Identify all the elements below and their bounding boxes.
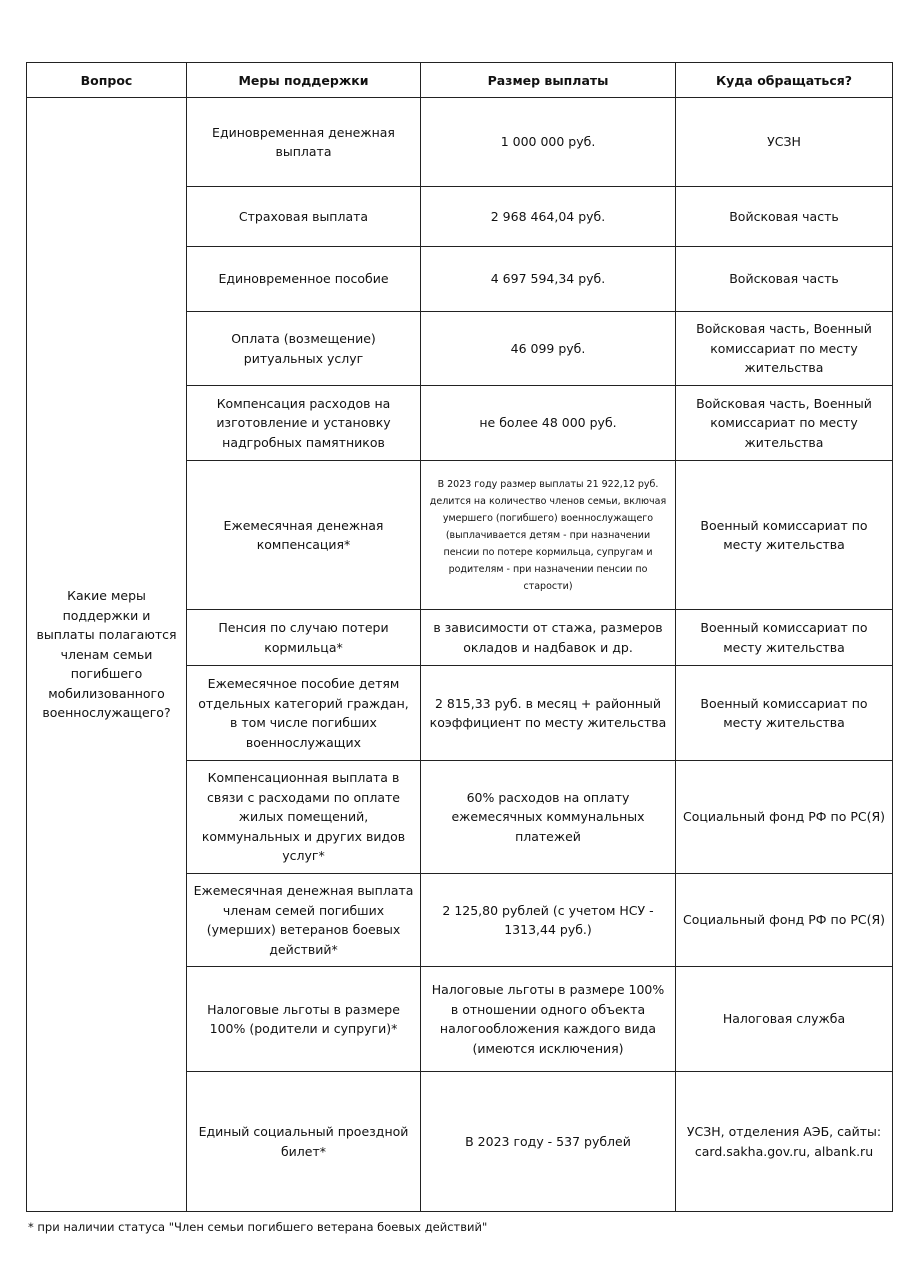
amount-cell: 2 815,33 руб. в месяц + районный коэффициент по месту жительства — [421, 666, 676, 761]
amount-cell: 2 125,80 рублей (с учетом НСУ - 1313,44 руб.) — [421, 874, 676, 967]
header-where: Куда обращаться? — [676, 63, 893, 98]
where-cell: Налоговая служба — [676, 967, 893, 1072]
footnote: * при наличии статуса "Член семьи погибшего ветерана боевых действий" — [28, 1220, 488, 1234]
measure-cell: Оплата (возмещение) ритуальных услуг — [187, 312, 421, 386]
amount-note: В 2023 году размер выплаты 21 922,12 руб. делится на количество членов семьи, включая умершего (погибшего) военнослужащего (выплачивается детям - при назначении пенсии по потере кормильца, супругам и родителям - при назначении пенсии по старости) — [429, 478, 667, 592]
question-cell: Какие меры поддержки и выплаты полагаются членам семьи погибшего мобилизованного военнослужащего? — [27, 98, 187, 1212]
measure-cell: Пенсия по случаю потери кормильца* — [187, 610, 421, 666]
where-cell: Войсковая часть, Военный комиссариат по месту жительства — [676, 386, 893, 461]
amount-cell: 4 697 594,34 руб. — [421, 247, 676, 312]
amount-cell: Налоговые льготы в размере 100% в отношении одного объекта налогообложения каждого вида (имеются исключения) — [421, 967, 676, 1072]
support-measures-table — [26, 62, 893, 1212]
amount-cell: в зависимости от стажа, размеров окладов и надбавок и др. — [421, 610, 676, 666]
where-cell: Войсковая часть, Военный комиссариат по месту жительства — [676, 312, 893, 386]
where-cell: УСЗН — [676, 98, 893, 187]
table-header-row — [27, 63, 893, 98]
amount-cell: 46 099 руб. — [421, 312, 676, 386]
amount-cell — [421, 461, 676, 610]
measure-cell: Единовременная денежная выплата — [187, 98, 421, 187]
measure-cell: Единовременное пособие — [187, 247, 421, 312]
measure-cell: Компенсация расходов на изготовление и установку надгробных памятников — [187, 386, 421, 461]
where-cell: Социальный фонд РФ по РС(Я) — [676, 761, 893, 874]
measure-cell: Налоговые льготы в размере 100% (родители и супруги)* — [187, 967, 421, 1072]
where-cell: Войсковая часть — [676, 187, 893, 247]
measure-cell: Ежемесячная денежная компенсация* — [187, 461, 421, 610]
measure-cell: Страховая выплата — [187, 187, 421, 247]
measure-cell: Компенсационная выплата в связи с расходами по оплате жилых помещений, коммунальных и других видов услуг* — [187, 761, 421, 874]
amount-cell: 2 968 464,04 руб. — [421, 187, 676, 247]
measure-cell: Ежемесячное пособие детям отдельных категорий граждан, в том числе погибших военнослужащих — [187, 666, 421, 761]
measure-cell: Единый социальный проездной билет* — [187, 1072, 421, 1212]
amount-cell: не более 48 000 руб. — [421, 386, 676, 461]
where-cell: Военный комиссариат по месту жительства — [676, 610, 893, 666]
table-row — [27, 98, 893, 187]
where-cell: Социальный фонд РФ по РС(Я) — [676, 874, 893, 967]
header-question: Вопрос — [27, 63, 187, 98]
where-cell: Военный комиссариат по месту жительства — [676, 461, 893, 610]
amount-cell: В 2023 году - 537 рублей — [421, 1072, 676, 1212]
where-cell: УСЗН, отделения АЭБ, сайты: card.sakha.gov.ru, albank.ru — [676, 1072, 893, 1212]
header-measures: Меры поддержки — [187, 63, 421, 98]
amount-cell: 60% расходов на оплату ежемесячных коммунальных платежей — [421, 761, 676, 874]
header-amount: Размер выплаты — [421, 63, 676, 98]
measure-cell: Ежемесячная денежная выплата членам семей погибших (умерших) ветеранов боевых действий* — [187, 874, 421, 967]
where-cell: Войсковая часть — [676, 247, 893, 312]
where-cell: Военный комиссариат по месту жительства — [676, 666, 893, 761]
amount-cell: 1 000 000 руб. — [421, 98, 676, 187]
